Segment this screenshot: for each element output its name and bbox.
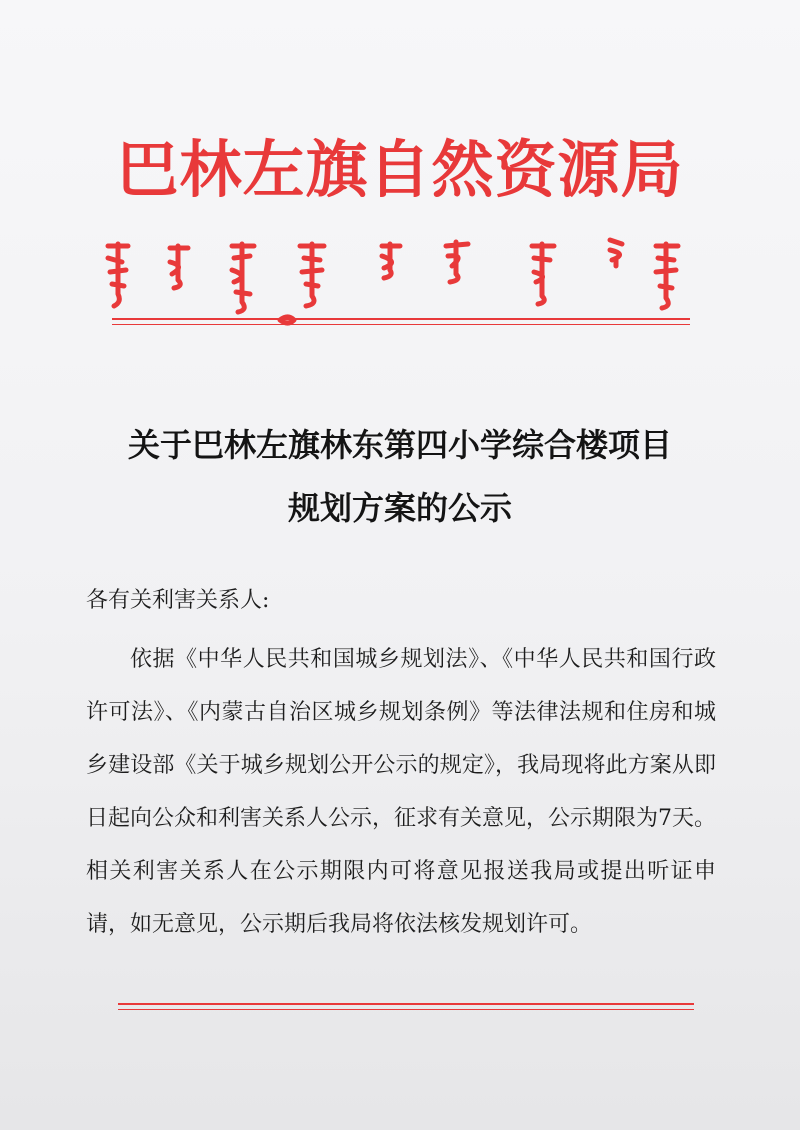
footer-divider-thin: [118, 1009, 694, 1010]
letterhead-org-name: 巴林左旗自然资源局: [116, 133, 684, 206]
salutation: 各有关利害关系人:: [86, 588, 270, 613]
letterhead-divider-thick: [112, 318, 690, 320]
letterhead-divider-thin: [112, 324, 690, 325]
body-paragraph: 依据《中华人民共和国城乡规划法》、《中华人民共和国行政许可法》、《内蒙古自治区城乡规划条例》等法律法规和住房和城乡建设部《关于城乡规划公开公示的规定》，我局现将此方案从即日起向公众和利害关系人公示，征求有关意见，公示期限为7天。相关利害关系人在公示期限内可将意见报送我局或提出听证申请，如无意见，公示期后我局将依法核发规划许可。: [86, 647, 716, 937]
document-title-line-2: 规划方案的公示: [287, 489, 512, 527]
document-title-line-1: 关于巴林左旗林东第四小学综合楼项目: [127, 426, 672, 464]
mongolian-script-org-name: [100, 232, 700, 327]
footer-divider-thick: [118, 1003, 694, 1005]
